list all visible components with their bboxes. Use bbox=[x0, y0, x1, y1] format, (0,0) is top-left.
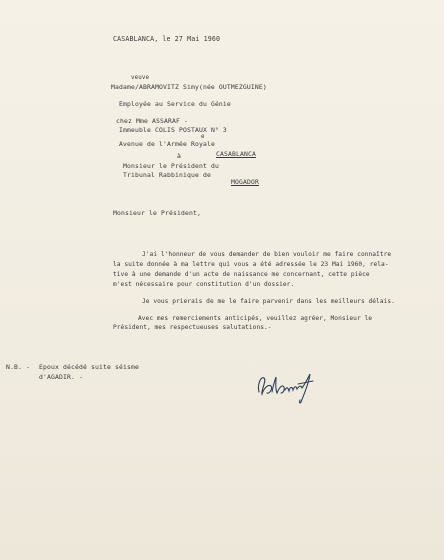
paragraph-3-line: Avec mes remerciements anticipés, veuillez agréer, Monsieur le bbox=[138, 315, 373, 322]
note-label: N.B. - bbox=[6, 363, 30, 371]
handwritten-signature bbox=[255, 366, 325, 410]
paragraph-1-line: J'ai l'honneur de vous demander de bien vouloir me faire connaître bbox=[142, 251, 392, 258]
note-line2: d'AGADIR. - bbox=[39, 373, 83, 381]
paragraph-1-line: la suite donnée à ma lettre qui vous a été adressée le 23 Mai 1960, rela- bbox=[113, 261, 389, 268]
sender-city: CASABLANCA bbox=[216, 150, 256, 158]
sender-occupation: Employée au Service du Génie bbox=[119, 100, 231, 108]
sender-address-superscript: e bbox=[201, 134, 205, 140]
recipient-city: MOGADOR bbox=[231, 178, 259, 186]
paragraph-3-line: Président, mes respectueuses salutations.- bbox=[113, 324, 272, 331]
sender-address-line1: chez Mme ASSARAF - bbox=[116, 117, 188, 125]
paragraph-1-line: m'est nécessaire pour constitution d'un dossier. bbox=[113, 281, 295, 288]
recipient-line1: Monsieur le Président du bbox=[123, 162, 219, 170]
recipient-line2: Tribunal Rabbinique de bbox=[123, 171, 211, 179]
sender-name: Madame/ABRAMOVITZ Simy(née OUTMEZGUINE) bbox=[111, 83, 267, 91]
paragraph-2: Je vous prierais de me le faire parvenir dans les meilleurs délais. bbox=[142, 298, 395, 305]
salutation: Monsieur le Président, bbox=[113, 209, 201, 217]
paragraph-1-line: tive à une demande d'un acte de naissance me concernant, cette pièce bbox=[113, 271, 370, 278]
sender-address-preposition: à bbox=[177, 152, 181, 160]
sender-address-line2: Immeuble COLIS POSTAUX N° 3 bbox=[119, 126, 227, 134]
sender-address-line3: Avenue de l'Armée Royale bbox=[119, 140, 215, 148]
sender-veuve-annotation: veuve bbox=[131, 75, 150, 81]
note-line1: Epoux décédé suite séisme bbox=[39, 363, 139, 371]
place-date: CASABLANCA, le 27 Mai 1960 bbox=[113, 35, 221, 43]
